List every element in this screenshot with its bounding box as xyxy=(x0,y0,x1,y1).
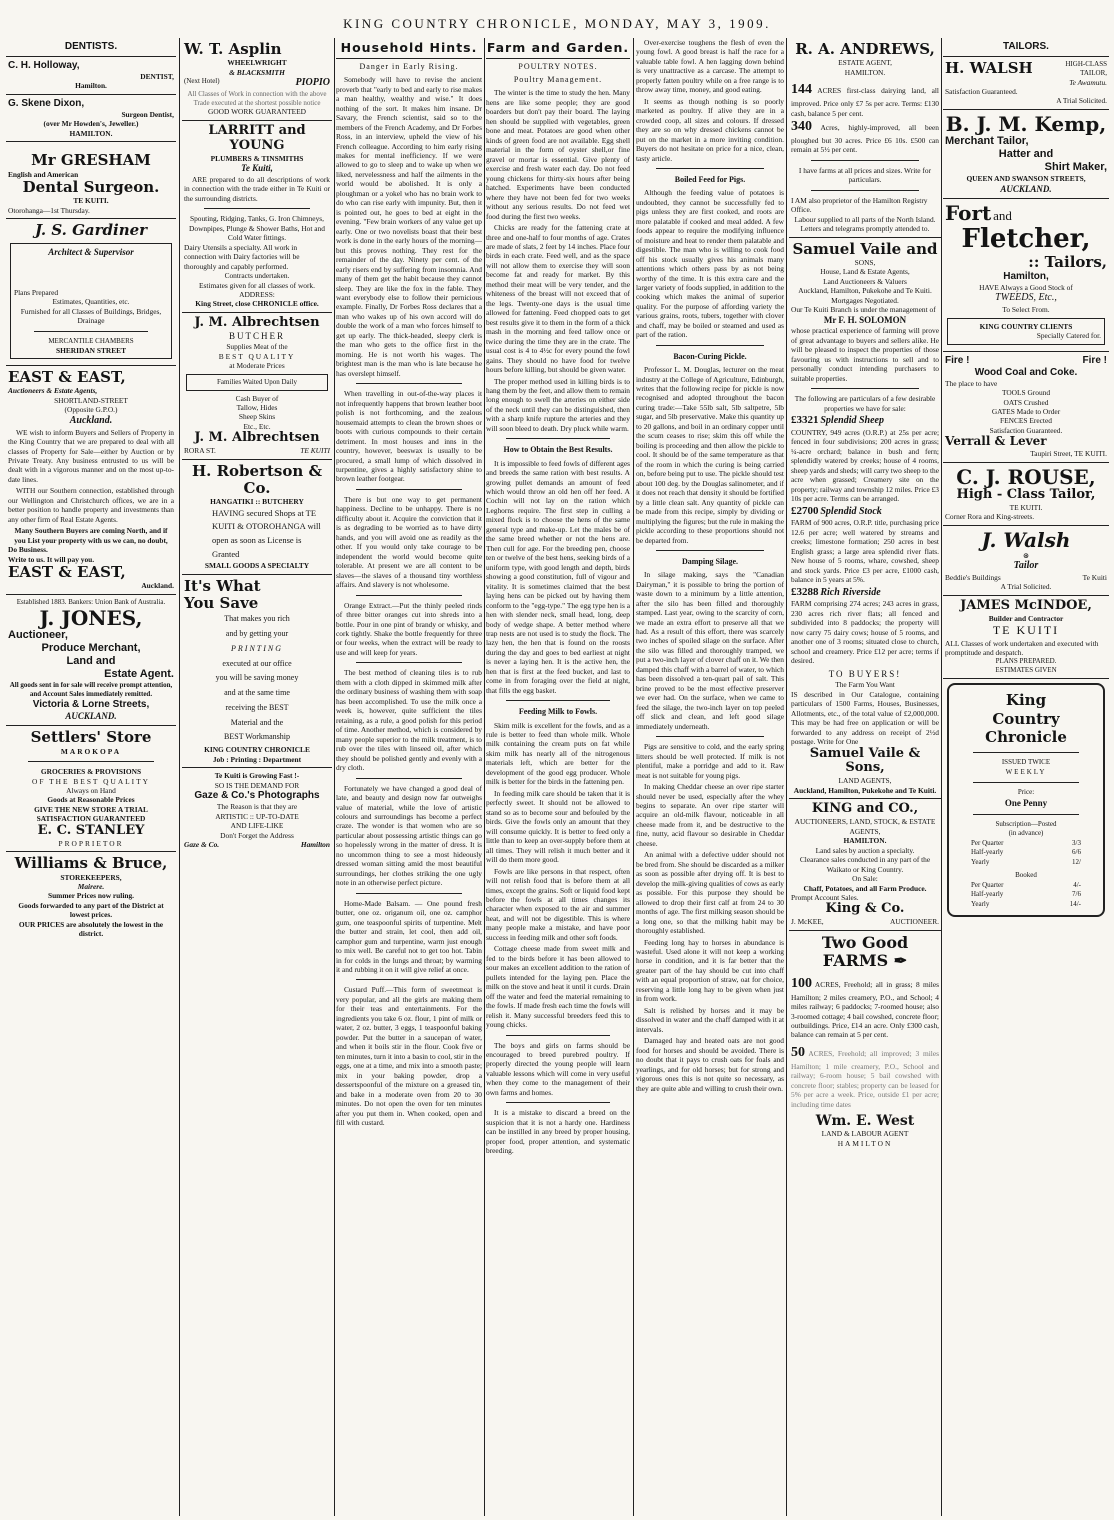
ad-gardiner: J. S. Gardiner Architect & Supervisor Plans Prepared Estimates, Quantities, etc. Furnished for all Classes of Buildings, Bridges, Drainage MERCANTILE CHAMBERS SHERIDAN STREET xyxy=(6,219,176,366)
section-subheading: POULTRY NOTES. xyxy=(518,62,598,71)
emblem-icon: ⊛ xyxy=(1022,550,1030,560)
ad-j-walsh: J. Walsh ⊛ Tailor Beddie's Buildings Te Kuiti A Trial Solicited. xyxy=(943,526,1109,596)
rate-row: Half-yearly 7/6 xyxy=(971,890,1081,899)
ad-robertson: H. Robertson & Co. HANGATIKI :: BUTCHERY HAVING secured Shops at TE KUITI & OTOROHANGA will open as soon as License is Granted SMALL GOODS A SPECIALTY xyxy=(182,460,332,575)
column-rule xyxy=(484,38,485,1516)
ad-h-walsh: H. WALSH HIGH-CLASS TAILOR, Te Awamutu. Satisfaction Guaranteed. A Trial Solicited. xyxy=(943,57,1109,110)
article-title: Poultry Management. xyxy=(513,75,603,85)
column-3-household-hints: Household Hints. Danger in Early Rising. Somebody will have to revise the ancient proverb that "early to bed and early to rise makes a man healthy, wealthy and wise." It does nothing of the sort. It makes him insane. Dr Savary, the French scientist, said so to the members of the French Academy, and Dr Forbes Ross, in an interview, upheld the view of his French colleague. According to him early rising makes for mental inefficiency. If we were allowed to go to sleep and to wake up when we liked, nervelessness and half the ailments in the world would be abolished. It is only a ploughman or a yokel who has no brain work to do who can rise early with impunity. But, then it is pointed out, he goes to bed at eight in the evening. "Few brain workers of any value get up early. One or two novelists boast that their best work is done in the early hours of the morning—but this proves nothing. They rest for the remainder of the day. Ninety per cent. of the early risers end by suffering from insomnia. And many of them get the habit because they cannot sleep. They are like the fox in the fable. They want everybody else to follow their pernicious example. Finally, Dr Forbes Ross declares that a man who wakes up of his own accord will do double the work of a man who forces himself to get up early. The thick-headed, sleepy clerk is the man who gets to the office first in the morning. He is not worth his wages. The brightest man is the man who is late because he has overslept himself. When travelling in out-of-the-way places it not infrequently happens that brown leather boot polish is not forthcoming, and the zealous housemaid attempts to clean the brown shoes or boots with curious compounds to their certain detriment. In most houses and inns in the country, however, beeswax is usually to be procured, a small lump of which dissolved in turpentine, gives a highly satisfactory shine to brown leather footgear. There is but one way to get permanent happiness. Decline to be unhappy. There is no difficulty about it. Acquire the conviction that it is as degrading to be worried as to have dirty hands, and you will avoid one as readily as the other. If you would only take courage to be independent the world would become quite tolerable. At present we are all content to be slaves—the slaves of a thousand tiny worthless affairs. And slavery is not wholesome. Orange Extract.—Put the thinly peeled rinds of three bitter oranges cut into shreds into a bottle. Pour in one pint of brandy or whisky, and cork tightly. Shake the bottle frequently for three or four weeks, when the extract will be ready to use and will keep for years. The best method of cleaning tiles is to rub them with a cloth dipped in skimmed milk after the ordinary business of washing them with soap has been accomplished. To use the milk once a week is, however, quite sufficient the tiles retaining, as a rule, a good polish for this period of time. Another method, which is considered by many people superior to the milk treatment, is to rub over the tiles with linseed oil, after which they should be polished gently and evenly with a dry cloth. Fortunately we have changed a good deal of late, and beauty and design now far outweighs value of material, while the love of artistic colours and surroundings has become a perfect craze. The wonder is that women who are so particular about possessing artistic things can go so hopelessly wrong in the matter of dress. It is no uncommon thing to see a most hideously dressed woman sitting amid the most beautiful surroundings, her clothes striking the one ugly note in an otherwise perfect picture. Home-Made Balsam. — One pound fresh butter, one oz. origanum oil, one oz. camphor gum, one teaspoonful spirits of turpentine. Melt the butter and strain, let cool, then add oil, camphor gum and turpentine, warm just enough to mix well. Be careful not to get too hot. Tabin in for colds in the lungs and throat; by warming it and rubbing it on it will give relief at once. Custard Puff.—This form of sweetmeat is very popular, and all the girls are making them for their teas and entertainments. For the ingredients you take 6 oz. flour, 1 pint of milk or water, 2 oz. butter, 3 eggs, 1 teaspoonful baking powder. Put the butter in a saucepan of water, and when it boils stir in the flour. Cook five or ten minutes, turn it into a basin to cool, stir in the eggs, one at a time, and mix into a smooth paste; mix in your baking powder, drop a dessertspoonful of the mixture on a greased tin, and bake in a moderate oven from 20 to 30 minutes. Do not open the oven for ten minutes after you put them in. When cooked, open and fill with custard. xyxy=(336,40,482,1128)
ad-larritt-young: LARRITT and YOUNG PLUMBERS & TINSMITHS Te Kuiti, ARE prepared to do all descriptions of work in connection with the trade either in Te Kuiti or the surrounding districts. Spouting, Ridging, Tanks, G. Iron Chimneys, Downpipes, Plunge & Shower Baths, Hot and Cold Water fittings. Dairy Utensils a specialty. All work in connection with Dairy factories will be thoroughly and capably performed. Contracts undertaken. Estimates given for all classes of work. ADDRESS: King Street, close CHRONICLE office. xyxy=(182,121,332,313)
article-title: Feeding Milk to Fowls. xyxy=(518,707,598,717)
ad-jones: Established 1883. Bankers: Union Bank of Australia. J. JONES, Auctioneer, Produce Merchant, Land and Estate Agent. All goods sent in for sale will receive prompt attention, and Account Sales immediately remitted. Victoria & Lorne Streets, AUCKLAND. xyxy=(6,595,176,727)
ad-fort-fletcher: Fort and Fletcher, :: Tailors, Hamilton, HAVE Always a Good Stock of TWEEDS, Etc., To Select From. KING COUNTRY CLIENTS Specially Catered for. xyxy=(943,199,1109,351)
ad-rouse: C. J. ROUSE, High - Class Tailor, TE KUITI. Corner Rora and King-streets. xyxy=(943,463,1109,526)
article-title: Danger in Early Rising. xyxy=(359,62,459,71)
section-heading: Farm and Garden. xyxy=(486,38,630,59)
ad-settlers-store: Settlers' Store MAROKOPA GROCERIES & PROVISIONS OF THE BEST QUALITY Always on Hand Goods at Reasonable Prices GIVE THE NEW STORE A TRIAL SATISFACTION GUARANTEED E. C. STANLEY PROPRIETOR xyxy=(6,726,176,852)
ad-printing: It's What You Save That makes you rich and by getting your PRINTING executed at our office you will be saving money and at the same time receiving the BEST Material and the BEST Workmanship KING COUNTRY CHRONICLE Job : Printing : Department xyxy=(182,575,332,769)
article-title: Bacon-Curing Pickle. xyxy=(673,351,747,361)
ad-king-and-co: KING and CO., AUCTIONEERS, LAND, STOCK, & ESTATE AGENTS, HAMILTON. Land sales by auction a specialty. Clearance sales conducted in any part of the Waikato or King Country. On Sale: Chaff, Potatoes, and all Farm Produce. Prompt Account Sales. King & Co. J. McKEE, AUCTIONEER. xyxy=(789,799,941,931)
ad-vaile: Samuel Vaile and SONS, House, Land & Estate Agents, Land Auctioneers & Valuers Auckland, Hamilton, Pukekohe and Te Kuiti. Mortgages Negotiated. Our Te Kuiti Branch is under the management of Mr F. H. SOLOMON whose practical experience of farming will prove of great advantage to buyers and sellers alike. He will be pleased to inspect the properties of those favouring us with instructions to sell and to personally conduct intending purchasers to suitable properties. The following are particulars of a few desirable properties we have for sale: £3321 Splendid Sheep COUNTRY, 949 acres (O.R.P.) at 25s per acre; fenced in four subdivisions; 200 acres in grass; ¼-acre orchard; balance in bush and fern; splendidly watered by creeks; house of 4 rooms, sheep yards and sheds; will carry two sheep to the acre when grassed; Creamery site on the property; railway and township 12 miles. Price £3 10s per acre. Terms can be arranged. £2700 Splendid Stock FARM of 900 acres, O.R.P. title, purchasing price 12.6 per acre; well watered by streams and creeks; limestone formation; 250 acres in best English grass; a large area splendid river flats. New house of 5 rooms, whare, cowshed, sheep and stock yards. Price £3 per acre, £1000 cash, balance in 5 years at 5%. £3288 Rich Riverside FARM comprising 274 acres; 243 acres in grass, 230 acres rich river flats; all fenced and subdivided into 8 paddocks; the property will now carry 75 dairy cows; house of 5 rooms, and another one of 3 rooms; situated close to church, school and creamery. Price £12 per acre; terms if desired. TO BUYERS! The Farm You Want IS described in Our Catalogue, containing particulars of 1500 Farms, Houses, Businesses, Allotments, etc., of the total value of £2,000,000. This may be had free on application or will be forwarded to any address on receipt of 2½d postage. Write for One Samuel Vaile & Sons, LAND AGENTS, Auckland, Hamilton, Pukekohe and Te Kuiti. xyxy=(789,238,941,800)
ad-kemp: B. J. M. Kemp, Merchant Tailor, Hatter and Shirt Maker, QUEEN AND SWANSON STREETS, AUCKLAND. xyxy=(943,110,1109,200)
article-title: Boiled Feed for Pigs. xyxy=(674,175,746,185)
column-rule xyxy=(179,38,180,1516)
column-rule xyxy=(941,38,942,1516)
column-5-farm-notes: Over-exercise toughens the flesh of even the young fowl. A good breast is half the race for a valuable table fowl. A hen lagging down behind is very unattractive as a carcase. The attempt to properly fatten poultry while on a free range is to throw away time, money, and good eating. It seems as though nothing is so poorly marketed as poultry. If alive they are in a crowded coop, all sizes and colours. If dressed they are so on why dressed chickens cannot be put on the market in a more inviting condition. Buyers do not hesitate on price for a nice, clean, tasty article. Boiled Feed for Pigs. Although the feeding value of potatoes is undoubted, they cannot be successfully fed to pigs unless they are first cooked, and roots are more palatable if cooked and meal added. A few foods appear to require the modifying influence of moisture and heat to render them palatable and digestible. The man who is willing to cook food off his stock usually gives his animals many attentions which others pass by as not being worthy of the time. It is this extra care and the larger variety of foods supplied, in addition to the cooking which makes the animal of superior quality. For the purpose of affording variety the various grains, roots, tubers, together with clover and chaff, may be boiled or steamed and used as part of the ration. Bacon-Curing Pickle. Professor L. M. Douglas, lecturer on the meat industry at the College of Agriculture, Edinburgh, writes that the following recipe for pickle is now recognised and adopted throughout the bacon curing trade:—Take 55lb salt, 5lb saltpetre, 5lb sugar, and 5lb preservative. Make this quantity up to 20 gallons, and boil in an ordinary copper until the scum ceases to rise; skim this off while the boiling is proceeding and then allow the pickle to cool. It should be of the same temperature as that of the room in which the curing is being carried on, before being put to use. The pickle should test about 100 deg. by the Douglas salinometer, and if it does not reach that density it should be fortified by a little clean salt. Any quantity of pickle can be made from this recipe, simply by dividing or multiplying the figures; but the rule in making the pickle according to these proportions should not be departed from. Damping Silage. In silage making, says the "Canadian Dairyman," it is possible to bring the portion of waste down to a minimum by a little attention, after the silo has been filled and thoroughly stamped. Last year, owing to the scarcity of corn, we made an extra effort to preserve all that we had. As a result of this effort, there was scarcely two inches of spoiled silage on the surface. After the silo was filled and thoroughly tramped, we put a two-inch layer of clover chaff on it. We then damped this chaff with a barrel of water, to which has been dissolved a ten-quart pail of salt. This brine proved to be the most effective preserver we ever had. On the surface, when we came to feed the silage, the two-inch layer on top peeled off slick and clean, and left good silage immediately underneath. Pigs are sensitive to cold, and the early spring litters should be well protected. If milk is not plentiful, make a porridge and add to it. Raw meat is not suitable for young pigs. In making Cheddar cheese an over ripe starter should never be used, especially after the whey begins to separate. An over ripe starter will acquire an old-milk flavour, noticeable in all cheese made from it, and be destructive to the fine, nutty, acid flavour so desirable in Cheddar cheese. An animal with a defective udder should not be bred from. She should be discarded as a milker as soon as possible after drying off. It is best to develop the milk-giving qualities of cows as early as possible. For this purpose they should be allowed to drop their first calf at from 24 to 30 months of age. The first milking season should be a long one, so that the milking habit may be thoroughly established. Feeding long hay to horses in abundance is wasteful. Used alone it will not keep a working horse in condition, and it is far better that the greater part of the hay should be cut into chaff with an equal proportion of straw, oat for choice, reserving a little long hay to be given when just in from work. Salt is relished by horses and it may be dissolved in water and the chaff damped with it at intervals. Damaged hay and heated oats are not good food for horses and should be avoided. There is no doubt that it pays to crush oats for foals and yearlings, and for old horses; but for strong and vigorous ones this is not quite so necessary, as they are quite able and willing to crush their own. xyxy=(636,38,784,1093)
ad-dixon: G. Skene Dixon, Surgeon Dentist, (over Mr Howden's, Jeweller.) HAMILTON. xyxy=(6,95,176,142)
column-1-adverts xyxy=(6,38,176,1516)
column-rule xyxy=(786,38,787,1516)
column-rule xyxy=(633,38,634,1516)
ad-asplin: W. T. Asplin WHEELWRIGHT & BLACKSMITH (Next Hotel) PIOPIO All Classes of Work in connection with the above Trade executed at the shortest possible notice GOOD WORK GUARANTEED xyxy=(182,38,332,121)
rate-row: Per Quarter 3/3 xyxy=(971,838,1081,847)
section-heading: Household Hints. xyxy=(336,38,482,59)
article-title: Damping Silage. xyxy=(681,556,738,566)
ad-holloway: C. H. Holloway, DENTIST, Hamilton. xyxy=(6,57,176,95)
dentists-heading: DENTISTS. xyxy=(6,38,176,57)
ad-east-and-east: EAST & EAST, Auctioneers & Estate Agents, SHORTLAND-STREET (Opposite G.P.O.) Auckland. WE wish to inform Buyers and Sellers of Property in the King Country that we are prepared to deal with all classes of Property for Sale—either by Auction or by Private Treaty. Any business entrusted to us will be dealt with in a vigorous manner and on the most up-to-date lines. WITH our Southern connection, established through our Wellington and Christchurch offices, we are in a better position to handle property and investments than any other firm of Real Estate Agents. Many Southern Buyers are coming North, and if you List your property with us we can, no doubt, Do Business. Write to us. It will pay you. EAST & EAST, Auckland. xyxy=(6,366,176,595)
column-4-farm-and-garden: Farm and Garden. POULTRY NOTES. Poultry Management. The winter is the time to study the hen. Many hens are like some people; they are good boarders but don't pay their board. The laying hen should be supplied with vegetables, green bone and meat. Potatoes are good when other kinds of green food are not available. Egg shell material in the form of oyster shell,or fine gravel or mortar is essential. Give plenty of exercise and fresh water each day. Do not feed young chickens for thirty-six hours after being hatched. Experiments have been conducted where they have not been fed for two weeks without any serious results. Do not feed wet food during the first two weeks. Chicks are ready for the fattening crate at three and one-half to four months of age. Crates are made of slats, 2 feet by 14 inches. Place four birds in each crate. Feed well, and as the space will not allow them to exercise they will soon become fat and ready for market. By this method their meat will be very tender, and the whiteness of the breast will not exceed that of the legs. Twenty-one days is the usual time allowed for fattening. Feed chopped oats to get best results give it to them in the form of a thick mash in the morning and feed tallow once or twice during the time they are in the crate. The usual cost is 4 to 4½c for every pound the fowl gains. They should no have food for twelve hours before killing, but should be given water. The proper method used in killing birds is to hang them by the feet, and allow them to remain long enough to swell the arteries on either side of the neck until they can be distinguished, then with a sharp knife rupture the arteries and they will soon bleed to death. Dry pluck while warm. How to Obtain the Best Results. It is impossible to feed fowls of different ages and breeds the same ration with best results. A growing pullet demands an amount of feed which would throw an old hen off her feed. A Cochin will not lay on the ration which Leghorns require. The first step in culling a mixed flock is to choose the hens of the same general type and make-up. Let the males be of the same breed whether or not the hens are. Then cull for age. For the breeding pen, choose ten or twelve of the best hens, seeking birds of a uniform type, with good length and depth, birds showing a good constitution, full of vigour and vitality. It is sometimes claimed that the best laying hens can be picked out by having them conform to the "egg-type." The egg type hen is a hen with slender neck, small head, long, deep body of wedge shape. A better method where trap nests are not used is to study the flock. The lazy hen, the hen that is found on the roosts during the day and goes to bed earliest at night is never a laying hen. It is the active hen, the hen that is first at the feed bucket, and last to come in from foraging over the field at night, that fills the egg basket. Feeding Milk to Fowls. Skim milk is excellent for the fowls, and as a rule is better to feed than whole milk. Whole milk containing the cream puts on fat while skim milk has nearly all of the nitrogenous materials left, which are better for the development of the good egg producer. Whole milk is better for the birds in the fattening pen. In feeding milk care should be taken that it is perfectly sweet. It should not be allowed to stand so as to become sour and befouled by the birds. Give the fowls only an amount that they will consume quickly. It is better to feed only a little than to keep an over-supply before them at all times. They will relish it much better and it will do them more good. Fowls are like persons in that respect, often will not relish food that is before them at all times, except the grains. Soft or liquid food kept before the fowls at all times changes its character when exposed to the air and summer heat, and will not be digestible. This is where many people make a mistake, and have poor success in feeding milk and other soft foods. Cottage cheese made from sweet milk and fed to the birds before it has been allowed to sour makes an excellent addition to the ration of pullets intended for the laying pen. Place the milk on the stove and heat it until it curds. Drain off the water and feed the material remaining to the fowls. If made fresh each time the fowls will relish it. Many successful breeders feed this to young chicks. The boys and girls on farms should be encouraged to breed purebred poultry. If properly directed the young people will learn valuable lessons which will come in very useful when they come to the management of their own farms and homes. It is a mistake to discard a breed on the suspicion that it is not a hardy one. Hardiness can be instilled in any breed by proper housing, proper food, proper attention, and systematic breeding. xyxy=(486,40,630,1156)
column-rule xyxy=(334,38,335,1516)
ad-andrews: R. A. ANDREWS, ESTATE AGENT, HAMILTON. 144 ACRES first-class dairying land, all improved. Price only £7 5s per acre. Terms: £130 cash, balance 5 per cent. 340 Acres, highly-improved, all been ploughed but 30 acres. Price £6 10s. £500 can remain at 5½ per cent. I have farms at all prices and sizes. Write for particulars. I AM also proprietor of the Hamilton Registry Office. Labour supplied to all parts of the North Island. Letters and telegrams promptly attended to. xyxy=(789,38,941,238)
column-7-tailors xyxy=(943,38,1109,1516)
rate-row: Half-yearly 6/6 xyxy=(971,848,1081,857)
rate-row: Per Quarter 4/- xyxy=(971,880,1081,889)
ad-two-good-farms: Two Good FARMS ✒ 100 ACRES, Freehold; all in grass; 8 miles Hamilton; 2 miles creamery, P.O., and School; 4 miles railway; 6 paddocks; 7-roomed house; also 3-roomed cottage; 4 bail cowshed, concrete floor; outbuildings. Price, £14 an acre. Only £300 cash, balance can remain at 5 per cent. 50 ACRES, Freehold; all improved; 3 miles Hamilton; 1 mile creamery, P.O., School and railway; 6-room house; 5 bail cowshed with concrete floor; stables; property can be leased for 5% per acre a week. Price, outside £1 per acre; including time dates Wm. E. West LAND & LABOUR AGENT HAMILTON xyxy=(791,932,939,1148)
quill-icon: ✒ xyxy=(893,951,908,971)
ad-mcindoe: JAMES McINDOE, Builder and Contractor TE KUITI ALL Classes of work undertaken and executed with promptitude and despatch. PLANS PREPARED. ESTIMATES GIVEN xyxy=(943,596,1109,679)
newspaper-masthead: KING COUNTRY CHRONICLE, MONDAY, MAY 3, 1909. xyxy=(343,16,771,31)
ad-albrechtsen: J. M. Albrechtsen BUTCHER Supplies Meat of the BEST QUALITY at Moderate Prices Families Waited Upon Daily Cash Buyer of Tallow, Hides Sheep Skins Etc., Etc. J. M. Albrechtsen RORA ST. TE KUITI xyxy=(182,313,332,460)
tailors-heading: TAILORS. xyxy=(943,38,1109,57)
ad-verrall-lever: Fire ! Fire ! Wood Coal and Coke. The place to have TOOLS Ground OATS Crushed GATES Made to Order FENCES Erected Satisfaction Guaranteed. Verrall & Lever Taupiri Street, TE KUITI. xyxy=(943,352,1109,463)
ad-gresham: Mr GRESHAM English and American Dental Surgeon. TE KUITI. Otorohanga—1st Thursday. xyxy=(6,142,176,219)
ad-king-country-chronicle: King Country Chronicle ISSUED TWICE WEEKLY Price: One Penny Subscription—Posted (in advance) Per Quarter 3/3 Half-yearly 6/6 Yearly 12/ Booked Per Quarter 4/- Half-yearly 7/6 Yearly 14/- xyxy=(947,683,1105,917)
ad-williams-bruce: Williams & Bruce, STOREKEEPERS, Mairere. Summer Prices now ruling. Goods forwarded to any part of the District at lowest prices. OUR PRICES are absolutely the lowest in the district. xyxy=(14,854,168,939)
ad-gaze-photographs: Te Kuiti is Growing Fast !- SO IS THE DEMAND FOR Gaze & Co.'s Photographs The Reason is that they are ARTISTIC :: UP-TO-DATE AND LIFE-LIKE Don't Forget the Address Gaze & Co. Hamilton xyxy=(184,771,330,850)
rate-row: Yearly 14/- xyxy=(971,899,1081,908)
column-6-land-agents xyxy=(789,38,941,1516)
column-2-adverts xyxy=(182,38,332,1516)
article-title: How to Obtain the Best Results. xyxy=(503,445,613,455)
rate-row: Yearly 12/ xyxy=(971,857,1081,866)
